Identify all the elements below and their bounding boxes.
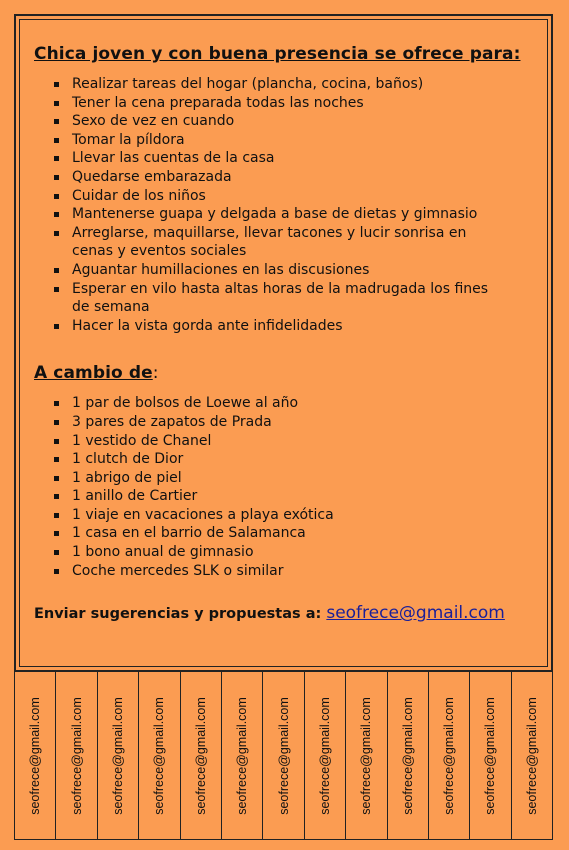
list-item: 3 pares de zapatos de Prada: [34, 413, 502, 432]
tear-off-email: seofrece@gmail.com: [483, 696, 498, 815]
list-item: 1 par de bolsos de Loewe al año: [34, 394, 502, 413]
list-item: 1 clutch de Dior: [34, 450, 502, 469]
tear-off-tab[interactable]: [470, 672, 511, 839]
list-item: Esperar en vilo hasta altas horas de la madrugada los fines de semana: [34, 280, 502, 317]
tear-off-tab[interactable]: [181, 672, 222, 839]
tear-off-email: seofrece@gmail.com: [110, 696, 125, 815]
duties-list: [34, 75, 547, 335]
contact-email-link[interactable]: seofrece@gmail.com: [326, 603, 505, 624]
tear-off-email: seofrece@gmail.com: [152, 696, 167, 815]
tear-off-tab[interactable]: [98, 672, 139, 839]
tear-off-email: seofrece@gmail.com: [28, 696, 43, 815]
list-item: Tener la cena preparada todas las noches: [34, 94, 502, 113]
tear-off-email: seofrece@gmail.com: [193, 696, 208, 815]
rewards-list: [34, 394, 547, 580]
tear-off-email: seofrece@gmail.com: [400, 696, 415, 815]
list-item: 1 bono anual de gimnasio: [34, 543, 502, 562]
tear-off-tab[interactable]: [15, 672, 56, 839]
tear-off-email: seofrece@gmail.com: [276, 696, 291, 815]
list-item: 1 vestido de Chanel: [34, 432, 502, 451]
tear-off-tab[interactable]: [388, 672, 429, 839]
list-item: 1 casa en el barrio de Salamanca: [34, 524, 502, 543]
list-item: Sexo de vez en cuando: [34, 112, 502, 131]
tear-off-email: seofrece@gmail.com: [317, 696, 332, 815]
exchange-heading-colon: :: [152, 363, 159, 384]
tear-off-email: seofrece@gmail.com: [442, 696, 457, 815]
list-item: 1 anillo de Cartier: [34, 487, 502, 506]
list-item: Arreglarse, maquillarse, llevar tacones y lucir sonrisa en cenas y eventos sociales: [34, 224, 502, 261]
tear-off-tab[interactable]: [429, 672, 470, 839]
tear-off-tab[interactable]: [305, 672, 346, 839]
tear-off-tab[interactable]: [56, 672, 97, 839]
tear-off-email: seofrece@gmail.com: [524, 696, 539, 815]
list-item: Coche mercedes SLK o similar: [34, 562, 502, 581]
list-item: 1 abrigo de piel: [34, 469, 502, 488]
list-item: Mantenerse guapa y delgada a base de dietas y gimnasio: [34, 205, 502, 224]
tear-off-tab[interactable]: [346, 672, 387, 839]
tear-off-email: seofrece@gmail.com: [235, 696, 250, 815]
tear-off-tab[interactable]: [263, 672, 304, 839]
flyer-sheet: [14, 14, 553, 672]
tear-off-tabs: [14, 672, 553, 840]
offer-heading: Chica joven y con buena presencia se ofrece para:: [34, 44, 521, 64]
tear-off-email: seofrece@gmail.com: [359, 696, 374, 815]
list-item: Hacer la vista gorda ante infidelidades: [34, 317, 502, 336]
list-item: Aguantar humillaciones en las discusiones: [34, 261, 502, 280]
exchange-heading-text: A cambio de: [34, 363, 153, 384]
list-item: Tomar la píldora: [34, 131, 502, 150]
contact-label: Enviar sugerencias y propuestas a:: [34, 606, 322, 623]
list-item: 1 viaje en vacaciones a playa exótica: [34, 506, 502, 525]
exchange-heading: [34, 361, 547, 385]
list-item: Quedarse embarazada: [34, 168, 502, 187]
list-item: Cuidar de los niños: [34, 187, 502, 206]
list-item: Realizar tareas del hogar (plancha, cocina, baños): [34, 75, 502, 94]
tear-off-tab[interactable]: [512, 672, 553, 839]
flyer-inner-border: [19, 19, 548, 667]
tear-off-tab[interactable]: [222, 672, 263, 839]
tear-off-tab[interactable]: [139, 672, 180, 839]
list-item: Llevar las cuentas de la casa: [34, 149, 502, 168]
contact-line: [34, 602, 547, 625]
tear-off-email: seofrece@gmail.com: [69, 696, 84, 815]
